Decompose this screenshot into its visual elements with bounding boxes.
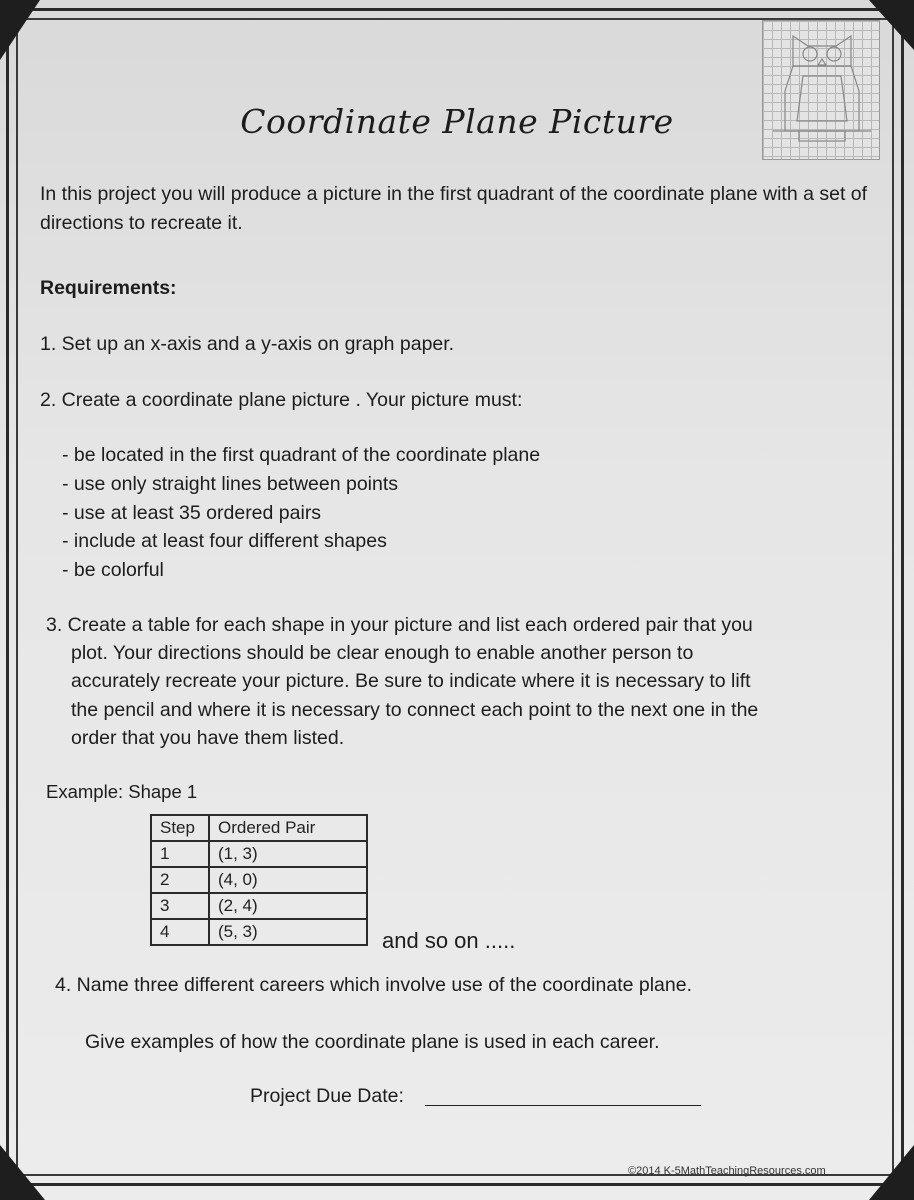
step-cell: 4 (151, 919, 209, 945)
due-date-label: Project Due Date: (250, 1085, 404, 1107)
requirement-3-line: accurately recreate your picture. Be sure to indicate where it is necessary to lift (71, 670, 751, 692)
ordered-pair-cell: (5, 3) (209, 919, 367, 945)
intro-paragraph: In this project you will produce a picture in the first quadrant of the coordinate plane with a set of directions to recreate it. (40, 183, 868, 234)
requirement-4-line: 4. Name three different careers which involve use of the coordinate plane. (55, 974, 693, 996)
ordered-pairs-table (150, 814, 368, 946)
requirement-1: 1. Set up an x-axis and a y-axis on graph paper. (40, 333, 455, 355)
table-row (151, 893, 367, 919)
requirement-3-line: 3. Create a table for each shape in your picture and list each ordered pair that you (46, 614, 753, 636)
bullet-item: - include at least four different shapes (62, 530, 387, 552)
column-header-step: Step (151, 815, 209, 841)
table-row (151, 867, 367, 893)
step-cell: 1 (151, 841, 209, 867)
requirement-3-line: order that you have them listed. (71, 727, 345, 749)
corner-ornament-top-left (0, 0, 40, 60)
ordered-pair-cell: (1, 3) (209, 841, 367, 867)
page-title: Coordinate Plane Picture (240, 102, 674, 141)
table-row (151, 841, 367, 867)
ordered-pair-cell: (2, 4) (209, 893, 367, 919)
bullet-item: - be colorful (62, 559, 164, 581)
and-so-on-text: and so on ..... (382, 928, 516, 953)
copyright-footer: ©2014 K-5MathTeachingResources.com (628, 1165, 826, 1177)
table-row (151, 919, 367, 945)
ordered-pair-cell: (4, 0) (209, 867, 367, 893)
requirement-4-line: Give examples of how the coordinate plane is used in each career. (85, 1031, 660, 1053)
column-header-ordered-pair: Ordered Pair (209, 815, 367, 841)
table-header-row (151, 815, 367, 841)
requirement-3-line: the pencil and where it is necessary to connect each point to the next one in the (71, 699, 759, 721)
due-date-blank (425, 1105, 701, 1106)
corner-ornament-bottom-left (0, 1145, 45, 1200)
bullet-item: - use at least 35 ordered pairs (62, 502, 322, 524)
example-label: Example: Shape 1 (46, 781, 198, 802)
bullet-item: - be located in the first quadrant of the coordinate plane (62, 444, 541, 466)
step-cell: 2 (151, 867, 209, 893)
bullet-item: - use only straight lines between points (62, 473, 399, 495)
requirements-heading: Requirements: (40, 277, 177, 299)
requirement-3-line: plot. Your directions should be clear enough to enable another person to (71, 642, 694, 664)
requirement-2: 2. Create a coordinate plane picture . Your picture must: (40, 389, 523, 411)
corner-ornament-bottom-right (869, 1145, 914, 1200)
step-cell: 3 (151, 893, 209, 919)
